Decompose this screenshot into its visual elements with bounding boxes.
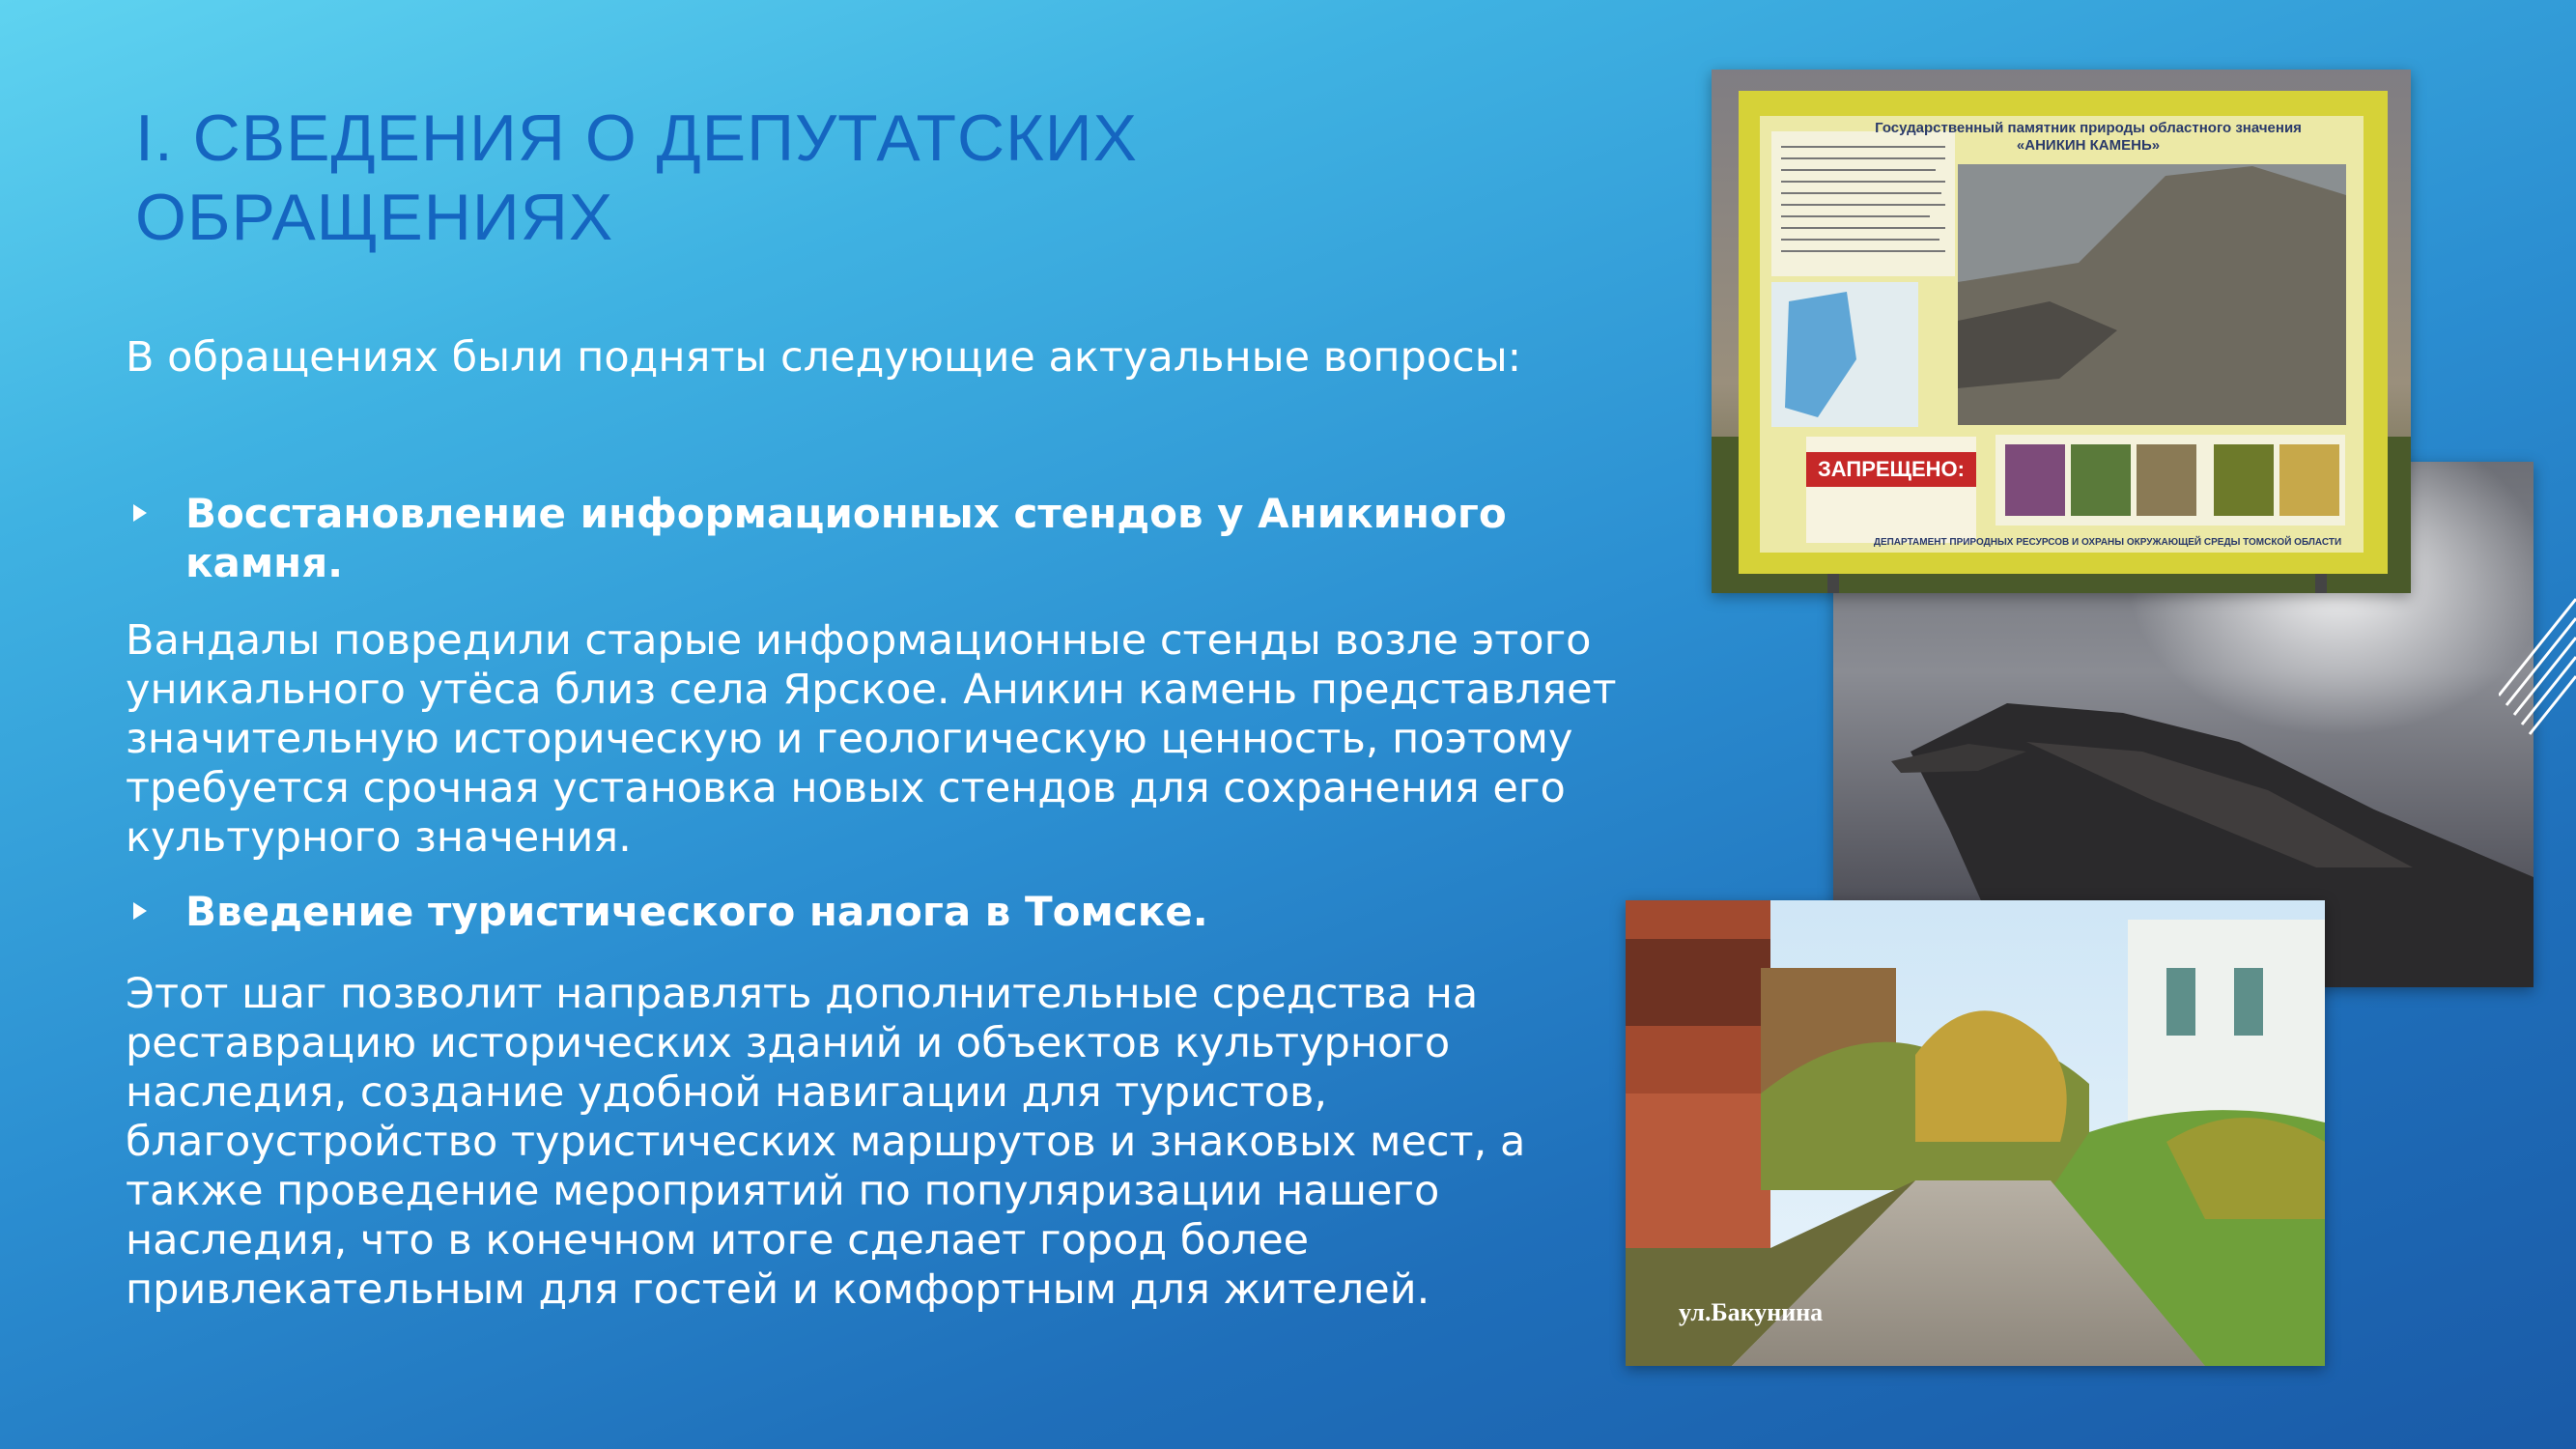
- decorative-stripes: [2499, 589, 2576, 744]
- photo-info-board: [1712, 70, 2411, 593]
- bullet-heading-1: [126, 489, 1632, 587]
- slide-title: I. СВЕДЕНИЯ О ДЕПУТАТСКИХ ОБРАЩЕНИЯХ: [135, 101, 1138, 254]
- board-heading: Государственный памятник природы областного значения «АНИКИН КАМЕНЬ»: [1875, 120, 2302, 154]
- board-department: ДЕПАРТАМЕНТ ПРИРОДНЫХ РЕСУРСОВ И ОХРАНЫ ОКРУЖАЮЩЕЙ СРЕДЫ ТОМСКОЙ ОБЛАСТИ: [1873, 537, 2342, 548]
- bullet-arrow-icon: [133, 504, 147, 522]
- bullet-arrow-icon: [133, 902, 147, 920]
- bullet-heading-text: Введение туристического налога в Томске.: [185, 888, 1208, 935]
- board-forbidden-label: ЗАПРЕЩЕНО:: [1806, 452, 1976, 487]
- bullet-heading-text: Восстановление информационных стендов у Аникиного камня.: [185, 490, 1507, 586]
- photo-caption: ул.Бакунина: [1679, 1298, 1824, 1326]
- intro-text: В обращениях были подняты следующие актуальные вопросы:: [126, 333, 1522, 382]
- bullet-heading-2: [126, 887, 1632, 936]
- bullet-body-2: Этот шаг позволит направлять дополнительные средства на реставрацию исторических зданий и объектов культурного наследия, создание удобной навигации для туристов, благоустройство туристических маршрутов и знаковых мест, а также проведение мероприятий по популяризации нашего наследия, что в конечном итоге сделает город более привлекательным для гостей и комфортным для жителей.: [126, 970, 1526, 1314]
- photo-street: [1626, 900, 2325, 1366]
- bullet-body-1: Вандалы повредили старые информационные стенды возле этого уникального утёса близ села Ярское. Аникин камень представляет значительную историческую и геологическую ценность, поэтому требуется срочная установка новых стендов для сохранения его культурного значения.: [126, 616, 1617, 862]
